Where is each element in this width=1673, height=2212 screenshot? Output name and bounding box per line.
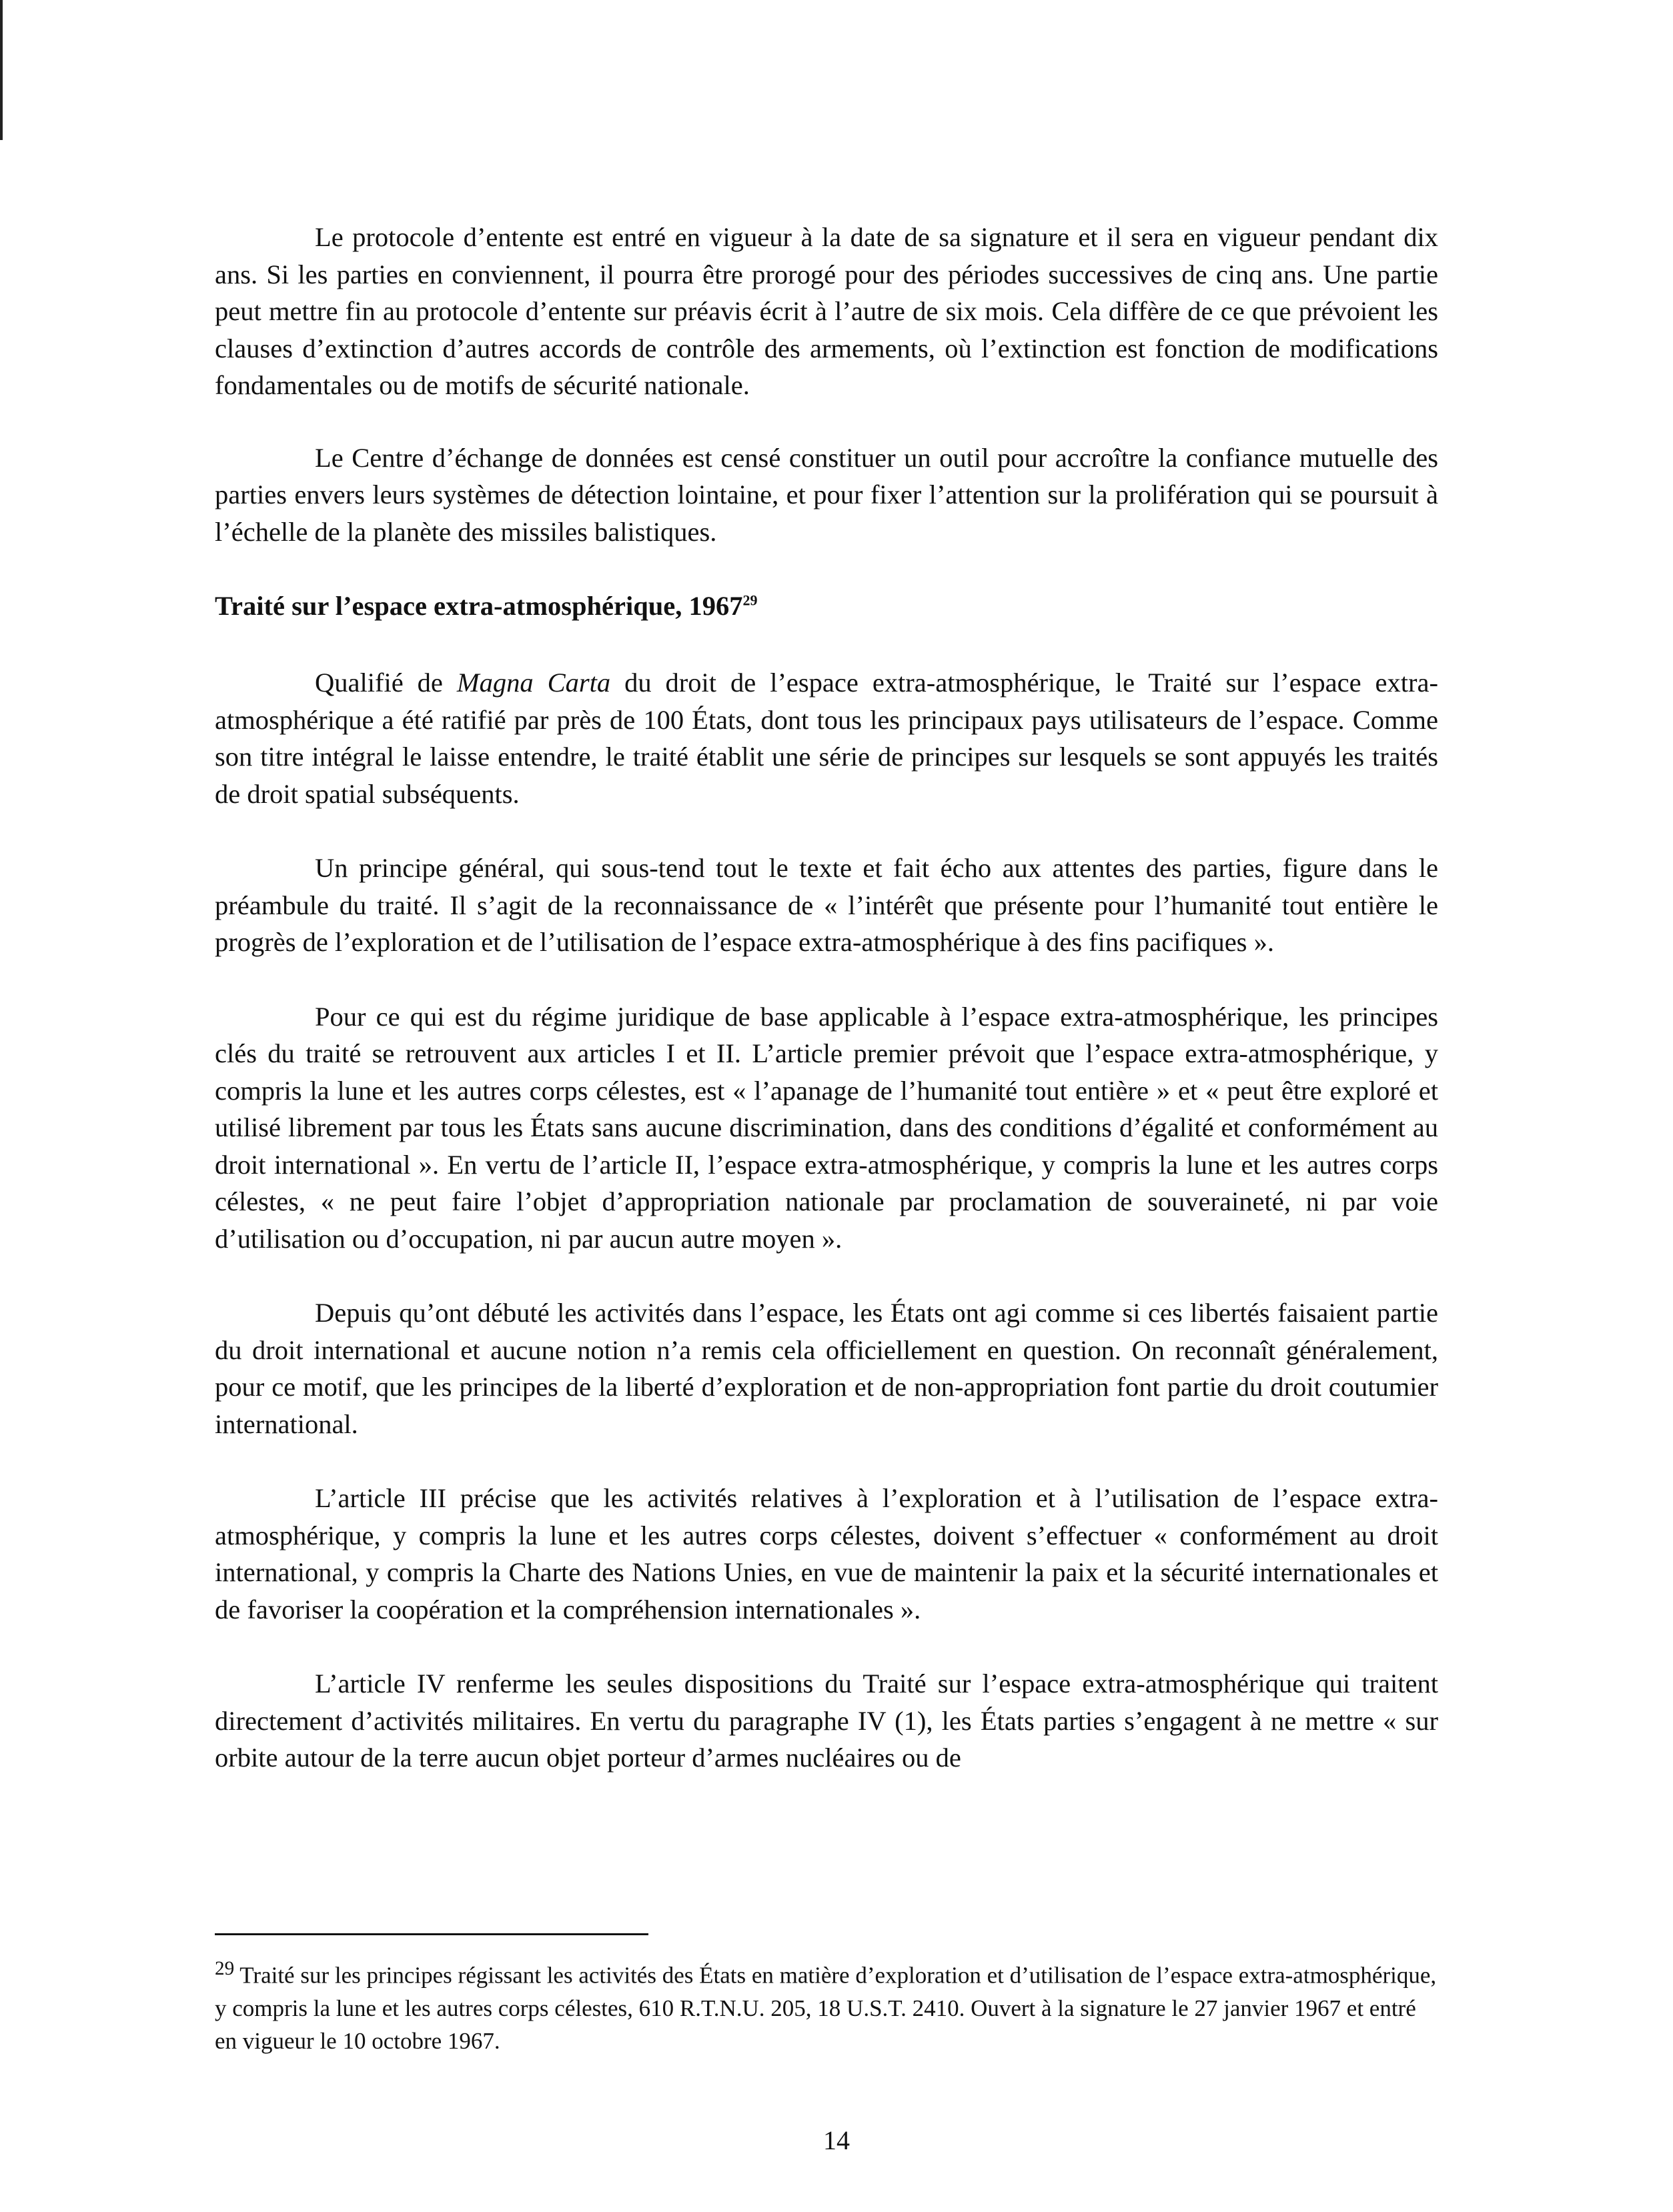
main-text — [215, 219, 1438, 1814]
footnote — [215, 1953, 1438, 2057]
paragraph-magna-carta-rest: du droit de l’espace extra-atmosphérique, le Traité sur l’espace extra-atmosphérique a été ratifié par près de 100 États, dont tous les principaux pays utilisateurs de l’espace. Comme son titre intégral le laisse entendre, le traité établit une série de principes sur lesquels se sont appuyés les traités de droit spatial subséquents. — [215, 668, 1438, 809]
section-heading-text: Traité sur l’espace extra-atmosphérique, 1967 — [215, 591, 743, 621]
paragraph-article-iv: L’article IV renferme les seules dispositions du Traité sur l’espace extra-atmosphérique qui traitent directement d’activités militaires. En vertu du paragraphe IV (1), les États parties s’engagent à ne mettre « sur orbite autour de la terre aucun objet porteur d’armes nucléaires ou de — [215, 1669, 1438, 1773]
section-heading — [215, 588, 1438, 624]
scan-edge-mark — [0, 0, 3, 140]
magna-carta-italic: Magna Carta — [456, 668, 611, 698]
paragraph-protocole: Le protocole d’entente est entré en vigueur à la date de sa signature et il sera en vigueur pendant dix ans. Si les parties en conviennent, il pourra être prorogé pour des périodes successives de cinq ans. Une partie peut mettre fin au protocole d’entente sur préavis écrit à l’autre de six mois. Cela diffère de ce que prévoient les clauses d’extinction d’autres accords de contrôle des armements, où l’extinction est fonction de modifications fondamentales ou de motifs de sécurité nationale. — [215, 222, 1438, 400]
paragraph-magna-carta-start: Qualifié de — [315, 668, 457, 698]
paragraph-centre-echange: Le Centre d’échange de données est censé constituer un outil pour accroître la confiance mutuelle des parties envers leurs systèmes de détection lointaine, et pour fixer l’attention sur la prolifération qui se poursuit à l’échelle de la planète des missiles balistiques. — [215, 442, 1438, 547]
paragraph-magna-carta — [215, 664, 1438, 812]
paragraph-article-iii: L’article III précise que les activités relatives à l’exploration et à l’utilisation de l’espace extra-atmosphérique, y compris la lune et les autres corps célestes, doivent s’effectuer « conformément au droit international, y compris la Charte des Nations Unies, en vue de maintenir la paix et la sécurité internationales et de favoriser la coopération et la compréhension internationales ». — [215, 1483, 1438, 1624]
paragraph-droit-coutumier: Depuis qu’ont débuté les activités dans l’espace, les États ont agi comme si ces libertés faisaient partie du droit international et aucune notion n’a remis cela officiellement en question. On reconnaît généralement, pour ce motif, que les principes de la liberté d’exploration et de non-appropriation font partie du droit coutumier international. — [215, 1298, 1438, 1439]
paragraph-principe-general: Un principe général, qui sous-tend tout le texte et fait écho aux attentes des parties, figure dans le préambule du traité. Il s’agit de la reconnaissance de « l’intérêt que présente pour l’humanité tout entière le progrès de l’exploration et de l’utilisation de l’espace extra-atmosphérique à des fins pacifiques ». — [215, 853, 1438, 957]
footnote-divider — [215, 1933, 648, 1935]
page-number: 14 — [823, 2125, 850, 2155]
footnote-text: Traité sur les principes régissant les activités des États en matière d’exploration et d’utilisation de l’espace extra-atmosphérique, y compris la lune et les autres corps célestes, 610 R.T.N.U. 205, 18 U.S.T. 2410. Ouvert à la signature le 27 janvier 1967 et entré en vigueur le 10 octobre 1967. — [215, 1962, 1437, 2054]
footnote-number: 29 — [215, 1958, 235, 1979]
paragraph-regime-juridique: Pour ce qui est du régime juridique de base applicable à l’espace extra-atmosphérique, les principes clés du traité se retrouvent aux articles I et II. L’article premier prévoit que l’espace extra-atmosphérique, y compris la lune et les autres corps célestes, est « l’apanage de l’humanité tout entière » et « peut être exploré et utilisé librement par tous les États sans aucune discrimination, dans des conditions d’égalité et conformément au droit international ». En vertu de l’article II, l’espace extra-atmosphérique, y compris la lune et les autres corps célestes, « ne peut faire l’objet d’appropriation nationale par proclamation de souveraineté, ni par voie d’utilisation ou d’occupation, ni par aucun autre moyen ». — [215, 1001, 1438, 1254]
footnote-reference: 29 — [742, 592, 758, 609]
